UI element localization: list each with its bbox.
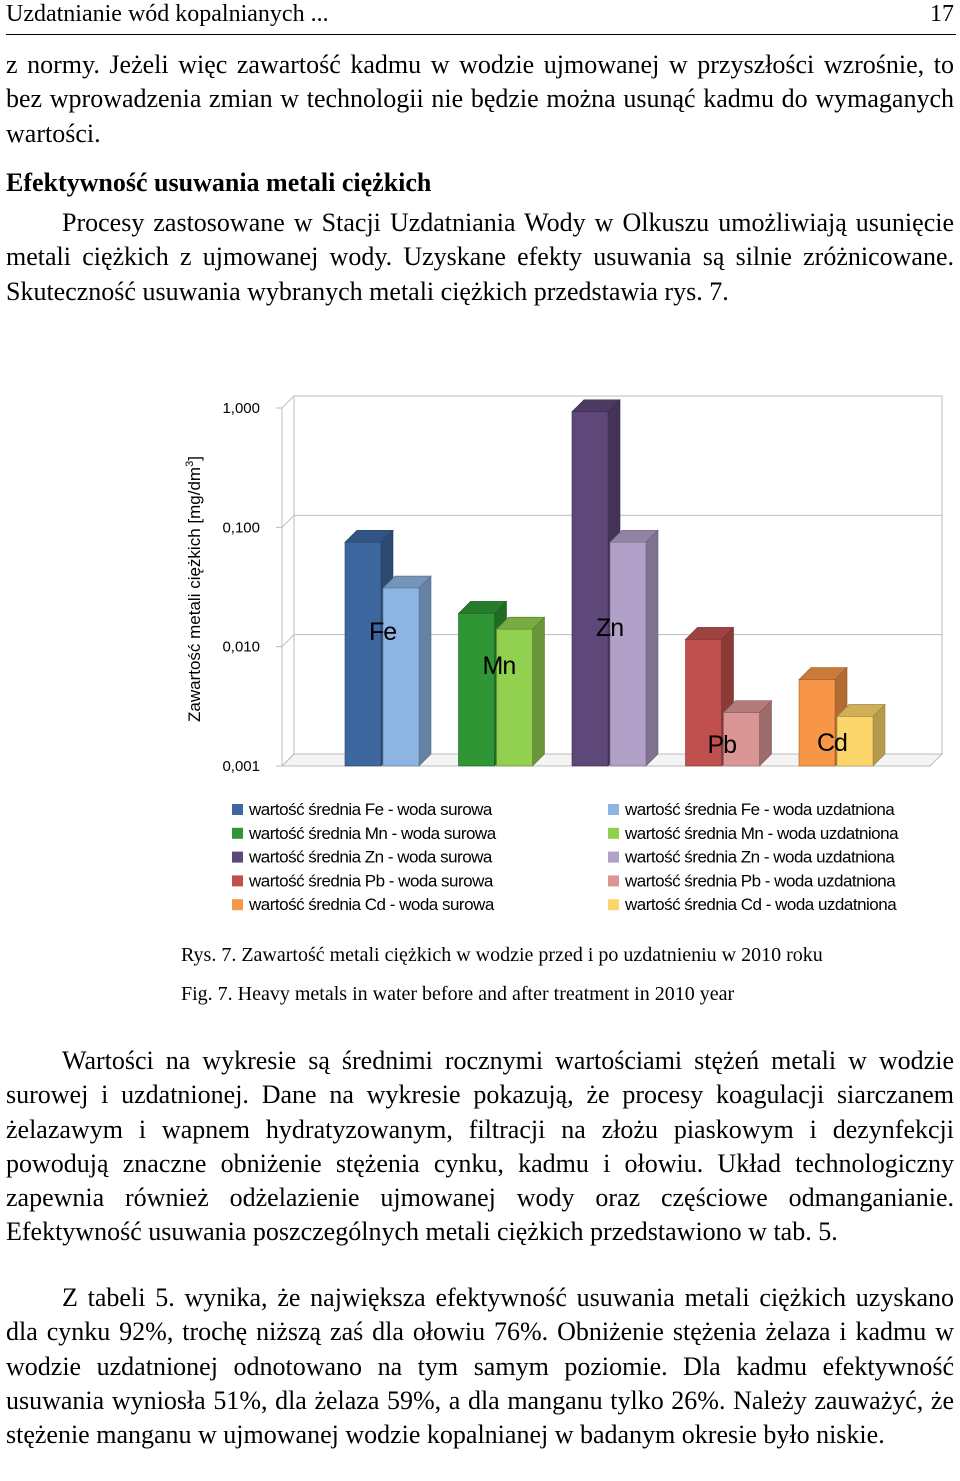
chart-legend-label: wartość średnia Zn - woda surowa: [249, 847, 492, 867]
chart-group-label-fe: Fe: [369, 618, 397, 646]
chart-legend-label: wartość średnia Pb - woda surowa: [249, 871, 493, 891]
chart-legend-label: wartość średnia Cd - woda surowa: [249, 895, 494, 915]
chart-legend-item: [232, 895, 495, 914]
figure-caption-en: Fig. 7. Heavy metals in water before and after treatment in 2010 year: [181, 983, 735, 1005]
chart-legend-label: wartość średnia Cd - woda uzdatniona: [625, 895, 897, 915]
body-paragraph-2: Z tabeli 5. wynika, że największa efektywność usuwania metali ciężkich uzyskano dla cynku 92%, trochę niższą zaś dla ołowiu 76%. Obniżenie stężenia żelaza i kadmu w wodzie uzdatnionej odnotowano na tym samym poziomie. Dla kadmu efektywność usuwania wyniosła 51%, dla żelaza 59%, a dla manganu tylko 26%. Należy zauważyć, że stężenie manganu w ujmowanej wodzie kopalnianej w badanym okresie było niskie.: [6, 1283, 954, 1450]
chart-legend-swatch: [232, 875, 243, 886]
figure-caption-pl: Rys. 7. Zawartość metali ciężkich w wodzie przed i po uzdatnieniu w 2010 roku: [181, 944, 823, 966]
chart-legend-label: wartość średnia Pb - woda uzdatniona: [625, 871, 896, 891]
intro-paragraph: z normy. Jeżeli więc zawartość kadmu w wodzie ujmowanej w przyszłości wzrośnie, to bez wprowadzenia zmian w technologii nie będzie można usunąć kadmu do wymaganych wartości.: [6, 50, 954, 148]
chart-legend-swatch: [232, 852, 243, 863]
chart-legend-swatch: [232, 828, 243, 839]
chart-legend-item: [232, 871, 494, 890]
chart-y-axis-label: Zawartość metali ciężkich $[mg/dm^3]$: [184, 456, 204, 722]
chart-legend-swatch: [608, 852, 619, 863]
chart-legend-swatch: [232, 899, 243, 910]
chart-y-tick-label: 0,100: [222, 519, 260, 537]
chart-legend-label: wartość średnia Mn - woda surowa: [249, 823, 496, 843]
section-paragraph: Procesy zastosowane w Stacji Uzdatniania Wody w Olkuszu umożliwiają usunięcie metali ciężkich z ujmowanej wody. Uzyskane efekty usuwania są silnie zróżnicowane. Skuteczność usuwania wybranych metali ciężkich przedstawia rys. 7.: [6, 208, 954, 306]
chart-legend-item: [608, 895, 897, 914]
chart-legend-item: [608, 800, 895, 819]
running-header: [6, 0, 956, 35]
chart-y-tick-label: 1,000: [222, 400, 260, 417]
chart-legend-swatch: [608, 875, 619, 886]
body-paragraph-1: Wartości na wykresie są średnimi rocznymi wartościami stężeń metali w wodzie surowej i uzdatnionej. Dane na wykresie pokazują, że procesy koagulacji siarczanem żelazawym i wapnem hydratyzowanym, filtracji na złożu piaskowym i dezynfekcji powodują znaczne obniżenie stężenia cynku, kadmu i ołowiu. Układ technologiczny zapewnia również odżelazienie ujmowanej wody oraz częściowe odmanganianie. Efektywność usuwania poszczególnych metali ciężkich przedstawiono w tab. 5.: [6, 1046, 954, 1247]
chart-tick-labels: [222, 400, 260, 775]
chart-group-label-mn: Mn: [482, 652, 516, 680]
chart-group-label-pb: Pb: [707, 731, 737, 759]
chart-legend-item: [608, 871, 896, 890]
figure-chart: [0, 370, 960, 930]
chart-y-tick-label: 0,001: [222, 758, 260, 775]
chart-legend-label: wartość średnia Zn - woda uzdatniona: [625, 847, 895, 867]
chart-legend: [232, 800, 899, 914]
chart-legend-label: wartość średnia Mn - woda uzdatniona: [625, 823, 899, 843]
chart-group-label-cd: Cd: [817, 729, 847, 757]
chart-legend-swatch: [608, 828, 619, 839]
chart-bar-mn-treated: [497, 617, 545, 766]
chart-legend-swatch: [232, 804, 243, 815]
chart-legend-item: [608, 848, 895, 867]
page-number: 17: [930, 1, 954, 27]
chart-legend-swatch: [608, 899, 619, 910]
chart-group-label-zn: Zn: [596, 614, 624, 642]
chart-bar-zn-treated: [610, 530, 658, 766]
chart-legend-item: [232, 800, 493, 819]
section-heading: Efektywność usuwania metali ciężkich: [6, 168, 432, 197]
chart-legend-label: wartość średnia Fe - woda uzdatniona: [625, 800, 895, 819]
chart-bar-fe-treated: [383, 576, 431, 766]
chart-legend-item: [232, 824, 497, 843]
chart-legend-item: [608, 824, 899, 843]
chart-y-tick-label: 0,010: [222, 638, 260, 656]
chart-legend-item: [232, 848, 493, 867]
chart-legend-swatch: [608, 804, 619, 815]
chart-legend-label: wartość średnia Fe - woda surowa: [249, 800, 492, 819]
running-title: Uzdatnianie wód kopalnianych ...: [6, 1, 329, 27]
chart-bars: [345, 400, 885, 766]
